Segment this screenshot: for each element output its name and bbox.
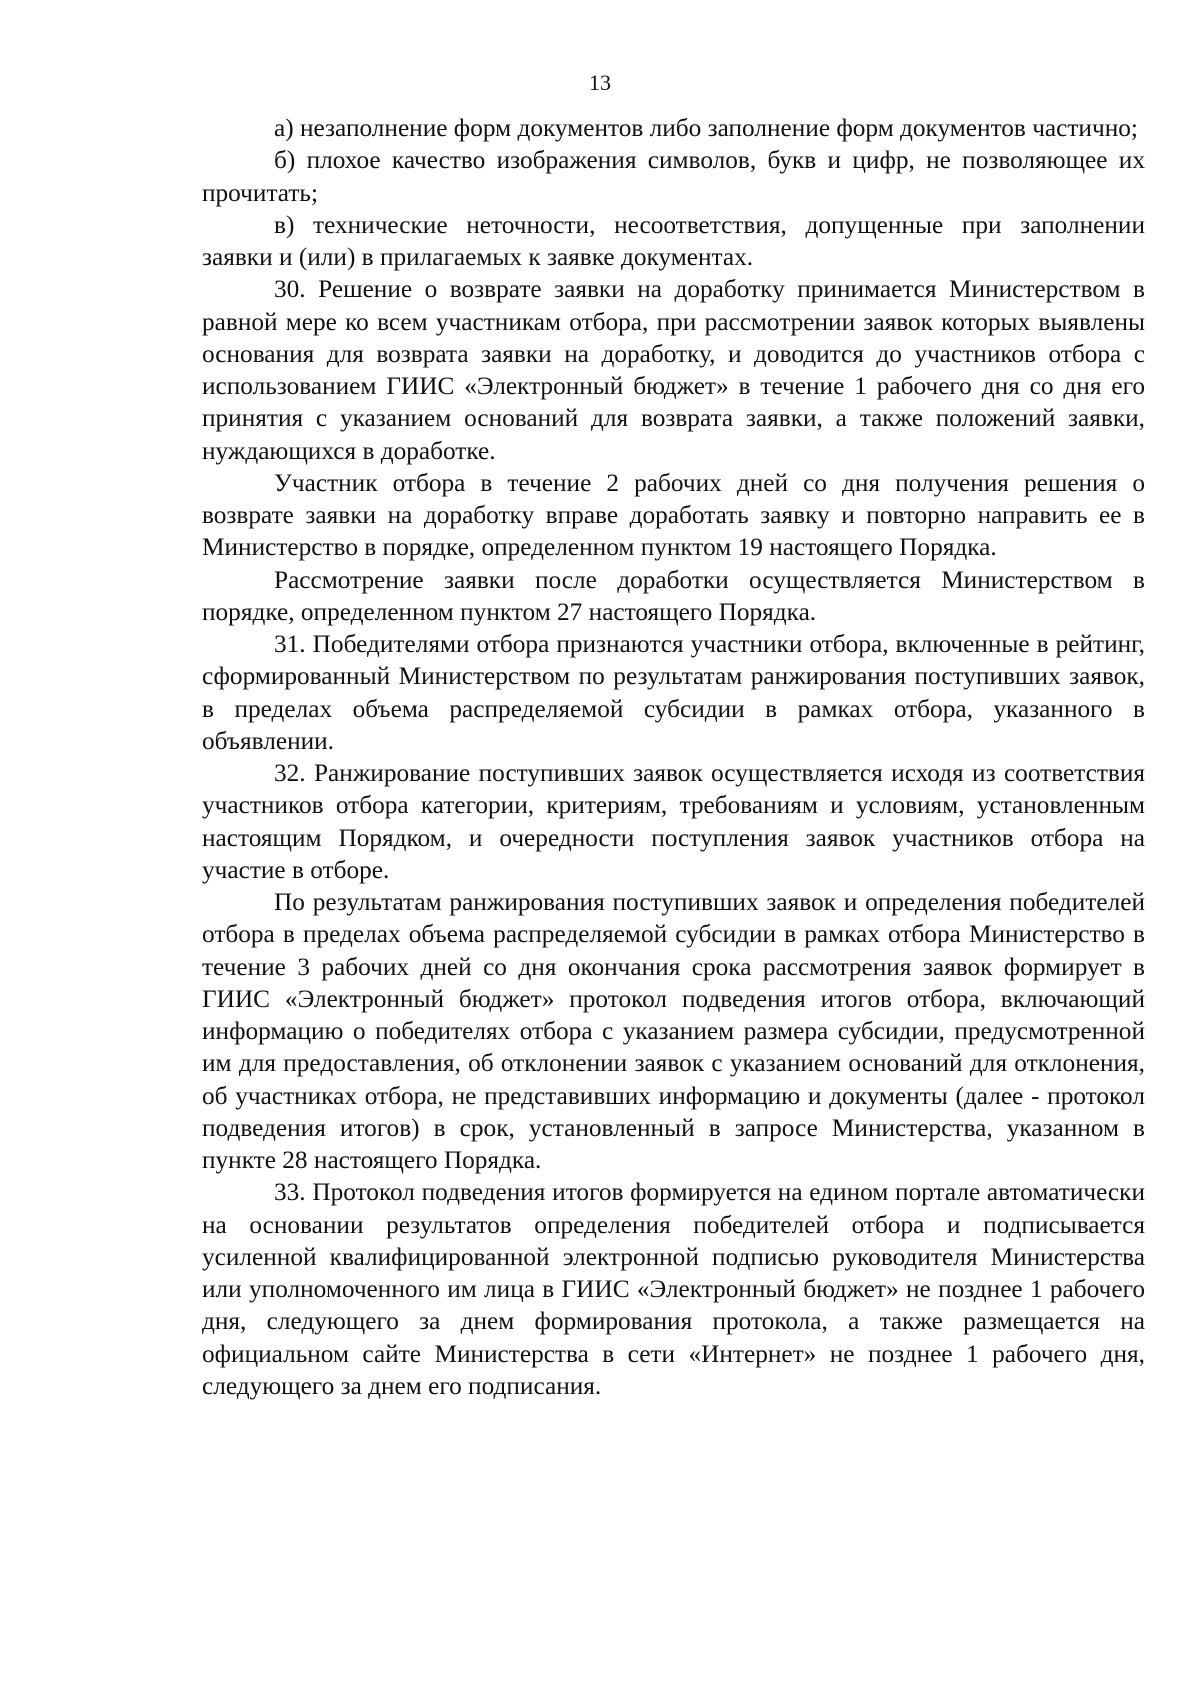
paragraph-section-30-review: Рассмотрение заявки после доработки осуществляется Министерством в порядке, определенном пунктом 27 настоящего Порядка.: [202, 565, 1145, 626]
paragraph-section-33: 33. Протокол подведения итогов формируется на едином портале автоматически на основании результатов определения победителей отбора и подписывается усиленной квалифицированной электронной подписью руководителя Министерства или уполномоченного им лица в ГИИС «Электронный бюджет» не позднее 1 рабочего дня, следующего за днем формирования протокола, а также размещается на официальном сайте Министерства в сети «Интернет» не позднее 1 рабочего дня, следующего за днем его подписания.: [202, 1178, 1145, 1400]
paragraph-section-30: 30. Решение о возврате заявки на доработку принимается Министерством в равной мере ко всем участникам отбора, при рассмотрении заявок которых выявлены основания для возврата заявки на доработку, и доводится до участников отбора с использованием ГИИС «Электронный бюджет» в течение 1 рабочего дня со дня его принятия с указанием оснований для возврата заявки, а также положений заявки, нуждающихся в доработке.: [202, 275, 1145, 465]
paragraph-item-c: в) технические неточности, несоответствия, допущенные при заполнении заявки и (или) в прилагаемых к заявке документах.: [202, 210, 1145, 271]
paragraph-section-30-rework: Участник отбора в течение 2 рабочих дней со дня получения решения о возврате заявки на доработку вправе доработать заявку и повторно направить ее в Министерство в порядке, определенном пунктом 19 настоящего Порядка.: [202, 468, 1145, 562]
paragraph-section-32: 32. Ранжирование поступивших заявок осуществляется исходя из соответствия участников отбора категории, критериям, требованиям и условиям, установленным настоящим Порядком, и очередности поступления заявок участников отбора на участие в отборе.: [202, 759, 1145, 884]
page-number: 13: [589, 70, 611, 95]
paragraph-section-31: 31. Победителями отбора признаются участники отбора, включенные в рейтинг, сформированный Министерством по результатам ранжирования поступивших заявок, в пределах объема распределяемой субсидии в рамках отбора, указанного в объявлении.: [202, 630, 1145, 755]
paragraph-item-b: б) плохое качество изображения символов, букв и цифр, не позволяющее их прочитать;: [202, 146, 1145, 207]
paragraph-item-a: а) незаполнение форм документов либо заполнение форм документов частично;: [274, 114, 1138, 142]
paragraph-section-32-results: По результатам ранжирования поступивших заявок и определения победителей отбора в пределах объема распределяемой субсидии в рамках отбора Министерство в течение 3 рабочих дней со дня окончания срока рассмотрения заявок формирует в ГИИС «Электронный бюджет» протокол подведения итогов отбора, включающий информацию о победителях отбора с указанием размера субсидии, предусмотренной им для предоставления, об отклонении заявок с указанием оснований для отклонения, об участниках отбора, не представивших информацию и документы (далее - протокол подведения итогов) в срок, установленный в запросе Министерства, указанном в пункте 28 настоящего Порядка.: [202, 888, 1145, 1174]
document-body: [202, 112, 1145, 1402]
